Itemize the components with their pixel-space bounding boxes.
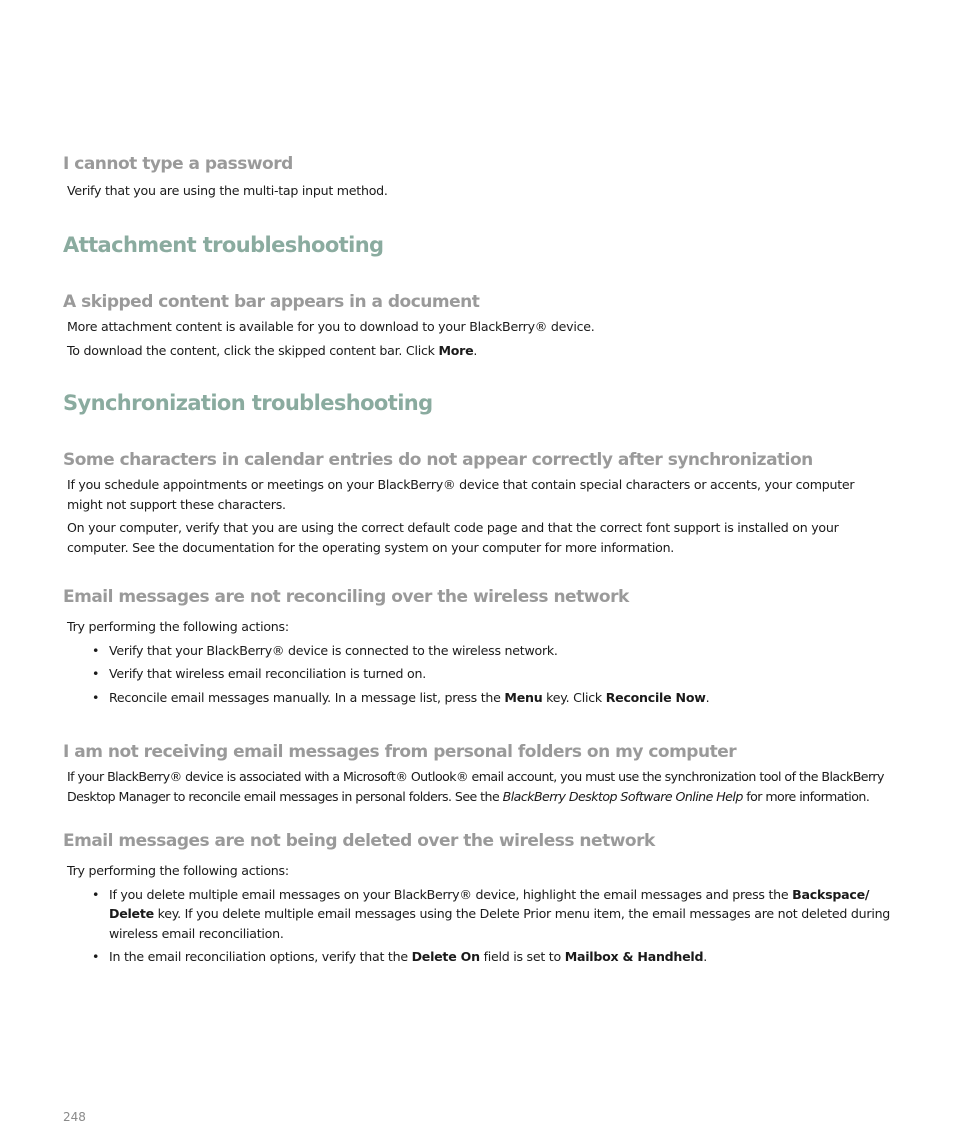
heading-email-not-deleted: Email messages are not being deleted over the wireless network xyxy=(63,831,655,851)
paragraph-special-characters: If you schedule appointments or meetings on your BlackBerry® device that contain special characters or accents, your computer might not support these characters. xyxy=(67,477,855,512)
heading-skipped-content-bar: A skipped content bar appears in a document xyxy=(63,292,480,312)
paragraph-download-content: To download the content, click the skipped content bar. Click More. xyxy=(67,342,478,358)
section-synchronization-troubleshooting xyxy=(63,391,893,415)
section-password xyxy=(63,154,893,201)
list-item: • Verify that your BlackBerry® device is connected to the wireless network. xyxy=(92,642,558,658)
reconcile-now-bold: Reconcile Now xyxy=(605,689,706,705)
list-item: • Verify that wireless email reconciliation is turned on. xyxy=(92,666,426,681)
paragraph-multitap: Verify that you are using the multi-tap input method. xyxy=(67,183,388,198)
section-email-not-deleted xyxy=(63,831,893,967)
backspace-delete-bold: Backspace/ Delete xyxy=(109,886,870,921)
menu-bold: Menu xyxy=(504,689,543,705)
list-item: • In the email reconciliation options, verify that the Delete On field is set to Mailbox & Handheld. xyxy=(92,949,708,964)
title-synchronization-troubleshooting: Synchronization troubleshooting xyxy=(63,391,433,415)
section-personal-folders xyxy=(63,742,893,806)
section-skipped-content-bar xyxy=(63,292,893,360)
mailbox-handheld-bold: Mailbox & Handheld xyxy=(564,949,704,964)
section-email-not-reconciling xyxy=(63,587,893,707)
title-attachment-troubleshooting: Attachment troubleshooting xyxy=(63,233,384,257)
heading-email-not-reconciling: Email messages are not reconciling over the wireless network xyxy=(63,587,629,607)
heading-calendar-characters: Some characters in calendar entries do not appear correctly after synchronization xyxy=(63,450,813,470)
list-item: • If you delete multiple email messages on your BlackBerry® device, highlight the email messages and press the Backspace/ Delete key. If you delete multiple email messages using the Delete Prior menu item, the email messages are not deleted during wireless email reconciliation. xyxy=(92,886,891,941)
reconcile-action-list xyxy=(63,641,893,708)
deleted-action-list xyxy=(63,885,893,967)
paragraph-try-actions: Try performing the following actions: xyxy=(67,619,289,634)
paragraph-code-page: On your computer, verify that you are using the correct default code page and that the correct font support is installed on your computer. See the documentation for the operating system on your computer for more information. xyxy=(67,520,839,555)
section-attachment-troubleshooting xyxy=(63,233,893,257)
heading-personal-folders: I am not receiving email messages from personal folders on my computer xyxy=(63,742,737,762)
section-calendar-characters xyxy=(63,450,893,557)
more-bold: More xyxy=(438,342,474,358)
paragraph-try-actions: Try performing the following actions: xyxy=(67,863,289,878)
list-item: • Reconcile email messages manually. In a message list, press the Menu key. Click Reconcile Now. xyxy=(92,689,710,705)
online-help-italic: BlackBerry Desktop Software Online Help xyxy=(502,788,743,804)
heading-cannot-type-password: I cannot type a password xyxy=(63,154,293,174)
paragraph-attachment-content: More attachment content is available for you to download to your BlackBerry® device. xyxy=(67,319,595,334)
paragraph-desktop-manager: If your BlackBerry® device is associated with a Microsoft® Outlook® email account, you must use the synchronization tool of the BlackBerry Desktop Manager to reconcile email messages in personal folders. See the BlackBerry Desktop Software Online Help for more information. xyxy=(67,769,884,804)
page-number: 248 xyxy=(63,1110,86,1124)
delete-on-bold: Delete On xyxy=(411,949,480,964)
